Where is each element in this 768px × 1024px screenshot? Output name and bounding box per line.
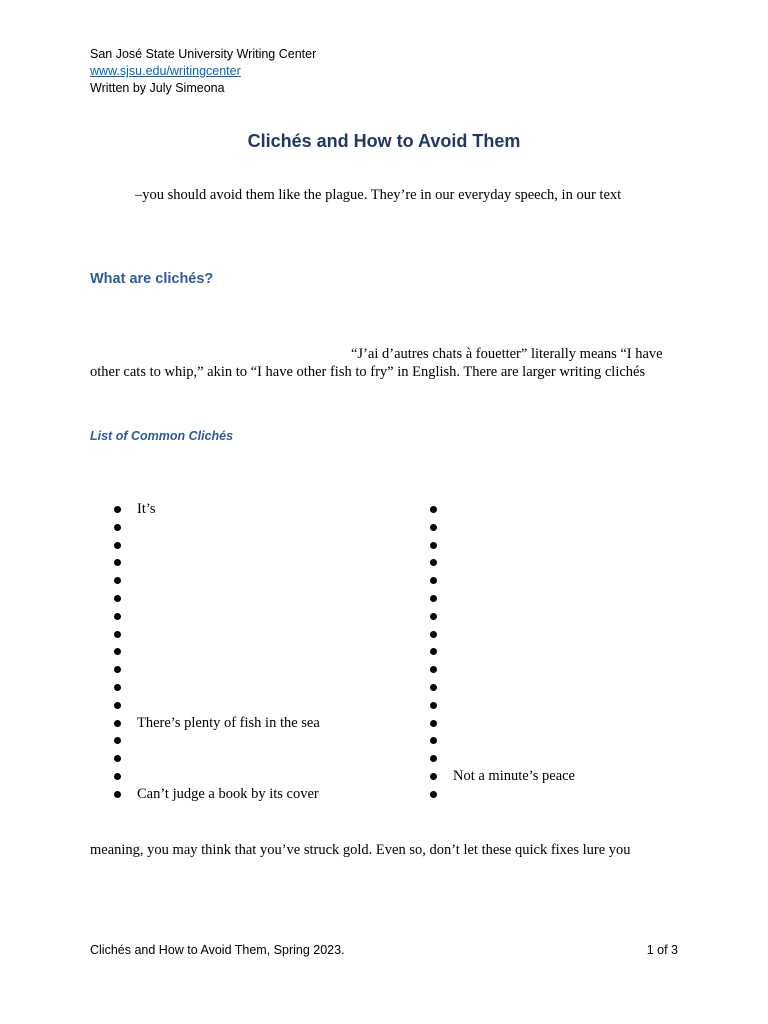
list-item	[114, 661, 414, 679]
list-item	[430, 732, 730, 750]
list-item	[430, 501, 730, 519]
list-item	[114, 732, 414, 750]
intro-line: –you should avoid them like the plague. They’re in our everyday speech, in our text	[135, 187, 622, 203]
list-item	[114, 519, 414, 537]
list-item	[430, 715, 730, 733]
list-item	[114, 554, 414, 572]
list-item	[430, 519, 730, 537]
list-item	[430, 786, 730, 804]
list-item	[430, 697, 730, 715]
list-item: There’s plenty of fish in the sea	[114, 715, 414, 733]
list-item	[430, 679, 730, 697]
list-item	[114, 608, 414, 626]
list-item	[114, 590, 414, 608]
list-item	[114, 679, 414, 697]
list-item	[114, 750, 414, 768]
list-item: Can’t judge a book by its cover	[114, 786, 414, 804]
list-item	[430, 537, 730, 555]
cliche-list-right	[430, 501, 730, 804]
list-heading: List of Common Clichés	[90, 429, 234, 443]
list-item	[430, 626, 730, 644]
list-item	[430, 661, 730, 679]
cliche-list-left	[114, 501, 414, 804]
footer-title: Clichés and How to Avoid Them, Spring 2023.	[90, 943, 345, 957]
list-item	[114, 572, 414, 590]
list-item	[114, 643, 414, 661]
list-item: It’s	[114, 501, 414, 519]
list-item	[430, 554, 730, 572]
list-item: Not a minute’s peace	[430, 768, 730, 786]
page-number: 1 of 3	[646, 943, 678, 957]
paragraph-line-2: other cats to whip,” akin to “I have other fish to fry” in English. There are larger writing clichés	[90, 364, 646, 380]
header-org: San José State University Writing Center	[90, 47, 317, 61]
paragraph-line-1: “J’ai d’autres chats à fouetter” literally means “I have	[351, 346, 663, 362]
closing-line: meaning, you may think that you’ve struck gold. Even so, don’t let these quick fixes lure you	[90, 842, 631, 858]
list-item	[114, 537, 414, 555]
list-item	[430, 643, 730, 661]
list-item	[430, 572, 730, 590]
header-author: Written by July Simeona	[90, 81, 225, 95]
list-item	[430, 590, 730, 608]
section-heading: What are clichés?	[90, 271, 214, 287]
header-link[interactable]: www.sjsu.edu/writingcenter	[90, 64, 241, 78]
list-item	[114, 768, 414, 786]
list-item	[114, 697, 414, 715]
list-item	[430, 750, 730, 768]
list-item	[430, 608, 730, 626]
page-title: Clichés and How to Avoid Them	[247, 131, 521, 151]
list-item	[114, 626, 414, 644]
